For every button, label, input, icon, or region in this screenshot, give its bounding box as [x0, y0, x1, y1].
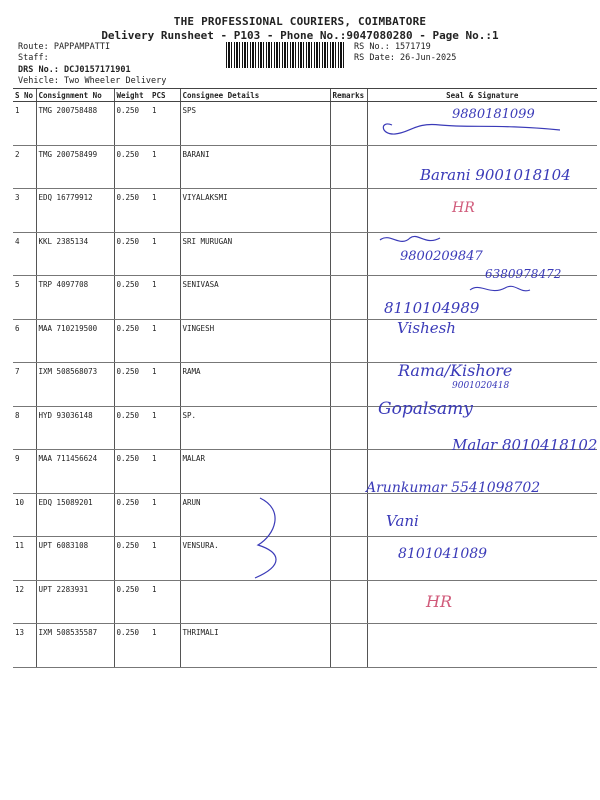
- signature-8: Gopalsamy: [378, 399, 473, 419]
- row-sno: 1: [13, 102, 36, 146]
- row-signature-cell: [367, 537, 597, 581]
- row-signature-cell: [367, 363, 597, 407]
- row-signature-cell: [367, 319, 597, 363]
- col-consignee: Consignee Details: [180, 89, 330, 102]
- row-weight: 0.250: [114, 276, 150, 320]
- table-header: [13, 89, 597, 102]
- col-remarks: Remarks: [330, 89, 367, 102]
- row-pcs: 1: [150, 102, 180, 146]
- signature-7: Rama/Kishore: [398, 361, 513, 380]
- row-signature-cell: [367, 189, 597, 233]
- row-pcs: 1: [150, 580, 180, 624]
- row-signature-cell: [367, 450, 597, 494]
- row-weight: 0.250: [114, 102, 150, 146]
- row-remarks: [330, 363, 367, 407]
- row-weight: 0.250: [114, 189, 150, 233]
- table-row: [13, 363, 597, 407]
- vehicle-label: Vehicle: Two Wheeler Delivery: [18, 76, 167, 86]
- row-weight: 0.250: [114, 406, 150, 450]
- row-sno: 13: [13, 624, 36, 668]
- row-pcs: 1: [150, 493, 180, 537]
- col-signature: Seal & Signature: [367, 89, 597, 102]
- row-signature-cell: [367, 232, 597, 276]
- row-weight: 0.250: [114, 580, 150, 624]
- col-sno: S No: [13, 89, 36, 102]
- signature-1-phone: 9880181099: [452, 107, 535, 122]
- row-consignment-no: TRP 4097708: [36, 276, 114, 320]
- runsheet-subtitle: Delivery Runsheet - P103 - Phone No.:9047080280 - Page No.:1: [101, 29, 499, 42]
- row-remarks: [330, 493, 367, 537]
- row-weight: 0.250: [114, 232, 150, 276]
- row-consignment-no: IXM 508568073: [36, 363, 114, 407]
- route-label: Route: PAPPAMPATTI: [18, 42, 111, 52]
- signature-2: Barani 9001018104: [420, 166, 571, 184]
- row-consignee: RAMA: [180, 363, 330, 407]
- table-row: [13, 406, 597, 450]
- row-remarks: [330, 102, 367, 146]
- signature-11: Vani: [386, 512, 419, 530]
- row-sno: 10: [13, 493, 36, 537]
- row-consignment-no: MAA 711456624: [36, 450, 114, 494]
- col-pcs: PCS: [150, 89, 180, 102]
- signature-9: Malar 8010418102: [452, 436, 598, 454]
- hr-mark-1: HR: [452, 200, 475, 216]
- rs-number: RS No.: 1571719: [354, 42, 431, 52]
- row-consignee: VIYALAKSMI: [180, 189, 330, 233]
- row-signature-cell: [367, 276, 597, 320]
- row-consignee: MALAR: [180, 450, 330, 494]
- rs-date: RS Date: 26-Jun-2025: [354, 53, 457, 63]
- row-consignee: ARUN: [180, 493, 330, 537]
- row-pcs: 1: [150, 232, 180, 276]
- row-consignee: SPS: [180, 102, 330, 146]
- signature-6-phone: 8110104989: [384, 299, 480, 317]
- table-row: [13, 537, 597, 581]
- row-consignee: VINGESH: [180, 319, 330, 363]
- row-consignment-no: UPT 6083108: [36, 537, 114, 581]
- row-remarks: [330, 189, 367, 233]
- company-title: THE PROFESSIONAL COURIERS, COIMBATORE: [173, 15, 427, 28]
- row-consignee: THRIMALI: [180, 624, 330, 668]
- row-consignee: [180, 580, 330, 624]
- row-consignment-no: TMG 200758488: [36, 102, 114, 146]
- row-signature-cell: [367, 406, 597, 450]
- col-weight: Weight: [114, 89, 150, 102]
- table-row: [13, 493, 597, 537]
- row-pcs: 1: [150, 537, 180, 581]
- row-remarks: [330, 145, 367, 189]
- row-remarks: [330, 537, 367, 581]
- row-signature-cell: [367, 102, 597, 146]
- row-remarks: [330, 450, 367, 494]
- table-row: [13, 450, 597, 494]
- table-row: [13, 145, 597, 189]
- signature-4-phone: 9800209847: [400, 249, 483, 264]
- row-pcs: 1: [150, 189, 180, 233]
- row-signature-cell: [367, 493, 597, 537]
- row-weight: 0.250: [114, 363, 150, 407]
- row-sno: 5: [13, 276, 36, 320]
- row-consignment-no: TMG 200758499: [36, 145, 114, 189]
- row-pcs: 1: [150, 319, 180, 363]
- row-signature-cell: [367, 580, 597, 624]
- row-remarks: [330, 276, 367, 320]
- row-consignment-no: EDQ 15089201: [36, 493, 114, 537]
- row-remarks: [330, 580, 367, 624]
- row-remarks: [330, 232, 367, 276]
- table-row: [13, 580, 597, 624]
- row-remarks: [330, 624, 367, 668]
- row-consignment-no: MAA 710219500: [36, 319, 114, 363]
- row-remarks: [330, 319, 367, 363]
- row-sno: 4: [13, 232, 36, 276]
- row-signature-cell: [367, 145, 597, 189]
- row-sno: 8: [13, 406, 36, 450]
- row-pcs: 1: [150, 276, 180, 320]
- row-sno: 2: [13, 145, 36, 189]
- row-sno: 6: [13, 319, 36, 363]
- row-remarks: [330, 406, 367, 450]
- row-weight: 0.250: [114, 145, 150, 189]
- table-row: [13, 276, 597, 320]
- row-consignee: VENSURA.: [180, 537, 330, 581]
- row-signature-cell: [367, 624, 597, 668]
- row-sno: 12: [13, 580, 36, 624]
- hr-mark-2: HR: [426, 592, 452, 611]
- row-consignment-no: IXM 508535587: [36, 624, 114, 668]
- row-pcs: 1: [150, 363, 180, 407]
- row-sno: 3: [13, 189, 36, 233]
- barcode: [226, 42, 344, 68]
- table-row: [13, 189, 597, 233]
- row-consignee: SENIVASA: [180, 276, 330, 320]
- row-weight: 0.250: [114, 493, 150, 537]
- staff-label: Staff:: [18, 53, 49, 63]
- row-consignee: BARANI: [180, 145, 330, 189]
- row-sno: 11: [13, 537, 36, 581]
- col-consignment: Consignment No: [36, 89, 114, 102]
- signature-5-phone: 6380978472: [485, 267, 562, 281]
- row-consignment-no: UPT 2283931: [36, 580, 114, 624]
- row-consignment-no: KKL 2385134: [36, 232, 114, 276]
- row-consignee: SP.: [180, 406, 330, 450]
- row-weight: 0.250: [114, 624, 150, 668]
- row-sno: 7: [13, 363, 36, 407]
- row-weight: 0.250: [114, 319, 150, 363]
- row-pcs: 1: [150, 450, 180, 494]
- row-consignment-no: HYD 93036148: [36, 406, 114, 450]
- row-weight: 0.250: [114, 450, 150, 494]
- row-weight: 0.250: [114, 537, 150, 581]
- runsheet-table: [13, 88, 597, 668]
- row-pcs: 1: [150, 624, 180, 668]
- row-consignment-no: EDQ 16779912: [36, 189, 114, 233]
- signature-12-phone: 8101041089: [398, 546, 488, 562]
- row-pcs: 1: [150, 406, 180, 450]
- table-row: [13, 624, 597, 668]
- signature-7-phone: 9001020418: [452, 381, 510, 391]
- drs-number: DRS No.: DCJ0157171901: [18, 65, 131, 75]
- signature-10: Arunkumar 5541098702: [366, 480, 541, 496]
- table-row: [13, 232, 597, 276]
- row-consignee: SRI MURUGAN: [180, 232, 330, 276]
- row-sno: 9: [13, 450, 36, 494]
- table-row: [13, 102, 597, 146]
- signature-6-name: Vishesh: [397, 319, 456, 337]
- row-pcs: 1: [150, 145, 180, 189]
- table-row: [13, 319, 597, 363]
